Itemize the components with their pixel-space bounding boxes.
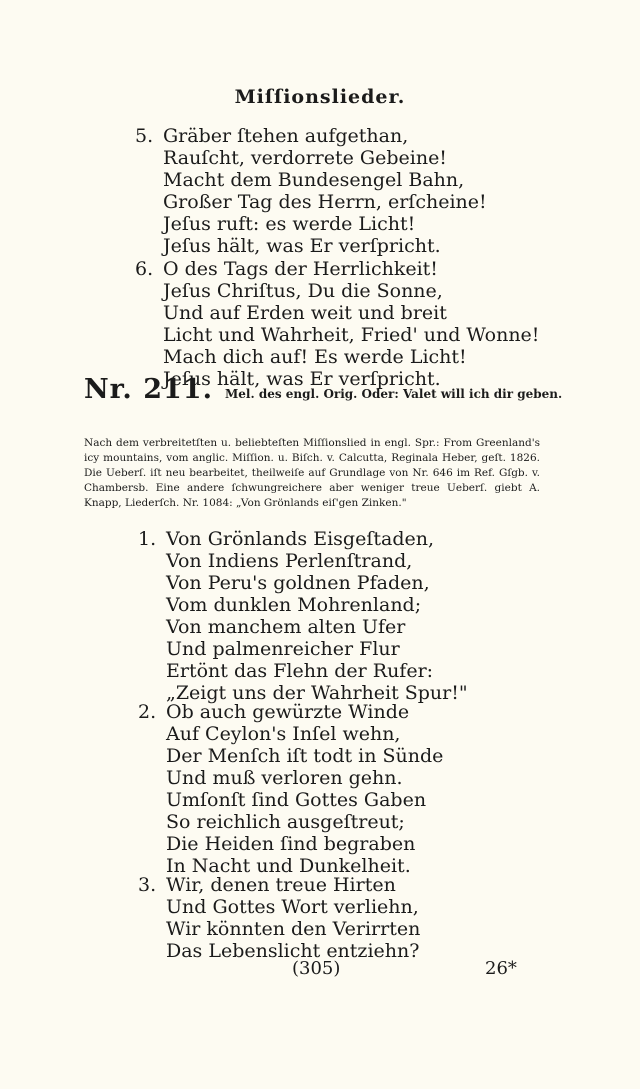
verse-line: „Zeigt uns der Wahrheit Spur!" bbox=[166, 682, 468, 704]
page-number: (305) bbox=[292, 958, 341, 979]
verse-line: Jeſus ruft: es werde Licht! bbox=[163, 213, 416, 235]
stanza-number: 2. bbox=[138, 701, 157, 723]
verse-line: Von Indiens Perlenſtrand, bbox=[166, 550, 413, 572]
verse-line: Wir könnten den Verirrten bbox=[166, 918, 421, 940]
source-note: Nach dem verbreitetſten u. beliebteſten Miſſionslied in engl. Spr.: From Greenland's icy mountains, vom anglic. Miſſion. u. Biſch. v. Calcutta, Reginala Heber, geſt. 1826. Die Ueberſ. iſt neu bearbeitet, theilweiſe auf Grundlage von Nr. 646 im Ref. Gſgb. v. Chambersb. Eine andere ſchwungreichere aber weniger treue Ueberſ. giebt A. Knapp, Liederſch. Nr. 1084: „Von Grönlands eiſ'gen Zinken." bbox=[84, 437, 540, 509]
verse-line: Der Menſch iſt todt in Sünde bbox=[166, 745, 444, 767]
verse-line: Gräber ſtehen aufgethan, bbox=[163, 125, 409, 147]
verse-line: Umſonſt ſind Gottes Gaben bbox=[166, 789, 427, 811]
stanza-5 bbox=[135, 125, 487, 257]
verse-line: Und Gottes Wort verliehn, bbox=[166, 896, 419, 918]
stanza-number: 3. bbox=[138, 874, 157, 896]
verse-line: In Nacht und Dunkelheit. bbox=[166, 855, 411, 877]
hymn-heading bbox=[84, 374, 564, 405]
running-head: Miſſionslieder. bbox=[234, 86, 406, 108]
stanza-number: 5. bbox=[135, 125, 154, 147]
signature-mark: 26* bbox=[485, 958, 517, 979]
verse-line: Vom dunklen Mohrenland; bbox=[166, 594, 422, 616]
verse-line: Von Peru's goldnen Pfaden, bbox=[166, 572, 430, 594]
verse-line: Wir, denen treue Hirten bbox=[166, 874, 396, 896]
verse-line: Großer Tag des Herrn, erſcheine! bbox=[163, 191, 487, 213]
verse-line: Von Grönlands Eisgeſtaden, bbox=[166, 528, 435, 550]
stanza-number: 6. bbox=[135, 258, 154, 280]
verse-line: Macht dem Bundesengel Bahn, bbox=[163, 169, 465, 191]
melody-note: Mel. des engl. Orig. Oder: Valet will ich dir geben. bbox=[225, 387, 563, 401]
verse-line: Von manchem alten Ufer bbox=[166, 616, 406, 638]
verse-line: Auf Ceylon's Inſel wehn, bbox=[166, 723, 401, 745]
verse-line: Die Heiden ſind begraben bbox=[166, 833, 416, 855]
verse-line: Und palmenreicher Flur bbox=[166, 638, 400, 660]
verse-line: Rauſcht, verdorrete Gebeine! bbox=[163, 147, 447, 169]
verse-line: Jeſus Chriſtus, Du die Sonne, bbox=[163, 280, 443, 302]
verse-line: Das Lebenslicht entziehn? bbox=[166, 940, 420, 962]
verse-line: O des Tags der Herrlichkeit! bbox=[163, 258, 438, 280]
verse-line: Ob auch gewürzte Winde bbox=[166, 701, 410, 723]
stanza-6 bbox=[135, 258, 539, 390]
stanza-2 bbox=[138, 701, 443, 877]
verse-line: Jeſus hält, was Er verſpricht. bbox=[163, 368, 441, 390]
stanza-3 bbox=[138, 874, 420, 962]
hymn-number: Nr. 211. bbox=[84, 374, 213, 405]
verse-line: Licht und Wahrheit, Fried' und Wonne! bbox=[163, 324, 540, 346]
verse-line: Ertönt das Flehn der Rufer: bbox=[166, 660, 434, 682]
stanza-number: 1. bbox=[138, 528, 157, 550]
verse-line: Mach dich auf! Es werde Licht! bbox=[163, 346, 467, 368]
verse-line: Jeſus hält, was Er verſpricht. bbox=[163, 235, 441, 257]
verse-line: Und muß verloren gehn. bbox=[166, 767, 403, 789]
verse-line: Und auf Erden weit und breit bbox=[163, 302, 447, 324]
verse-line: So reichlich ausgeſtreut; bbox=[166, 811, 405, 833]
stanza-1 bbox=[138, 528, 468, 704]
